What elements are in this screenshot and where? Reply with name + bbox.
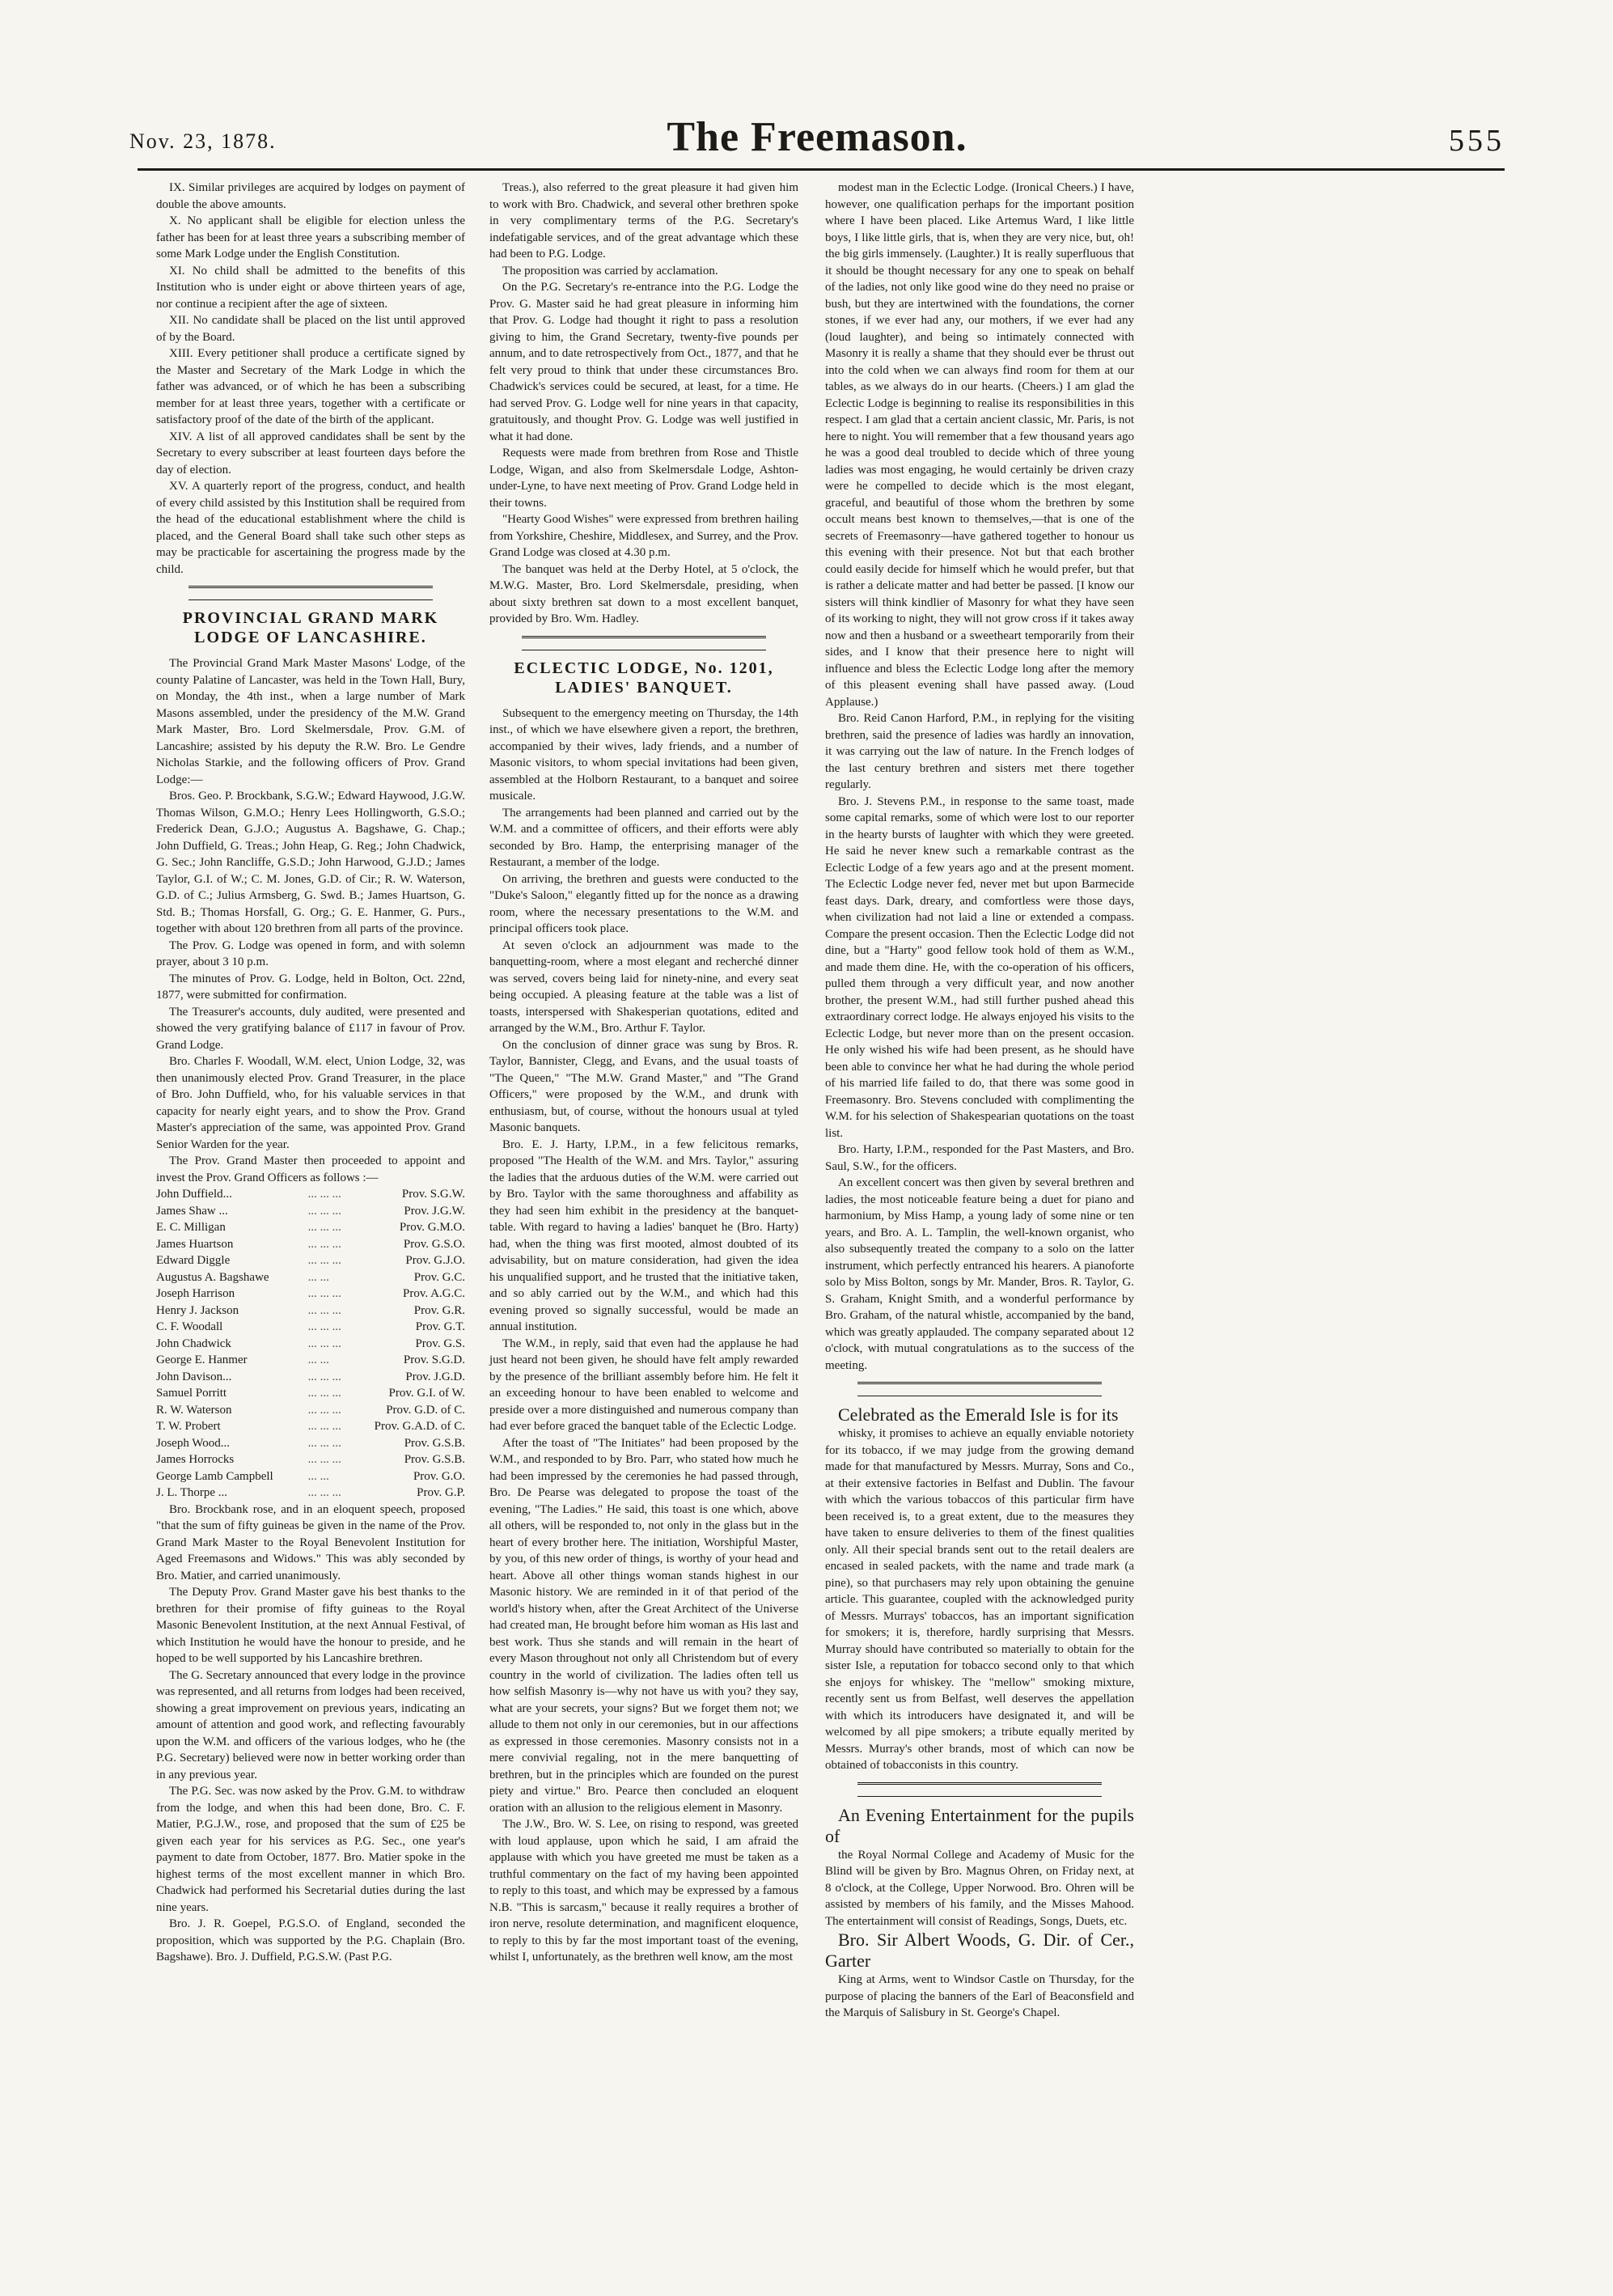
paragraph: The banquet was held at the Derby Hotel, at 5 o'clock, the M.W.G. Master, Bro. Lord Skelmersdale, presiding, when about sixty brethren sat down to a most excellent banquet, provided by Bro. Wm. Hadley. <box>489 562 798 625</box>
paragraph: Bro. Charles F. Woodall, W.M. elect, Union Lodge, 32, was then unanimously elected Prov. Grand Treasurer, in the place of Bro. John Duffield, who, for his valuable services in that capacity for nearly eight years, and to show the Prov. Grand Master's appreciation of the same, was appointed Prov. Grand Senior Warden for the year. <box>156 1055 465 1151</box>
paragraph: On the P.G. Secretary's re-entrance into the P.G. Lodge the Prov. G. Master said he had great pleasure in informing him that Prov. G. Lodge had thought it right to pass a resolution giving to him, the Grand Secretary, twenty-five pounds per annum, and to date retrospectively from Oct., 1877, and that he felt very proud to think that under these circumstances Bro. Chadwick's services could be secured, at least, for a time. He had served Prov. G. Lodge well for nine years in that capacity, gratuitously, and thought Prov. G. Lodge was well justified in what it had done. <box>489 281 798 443</box>
paragraph: The G. Secretary announced that every lodge in the province was represented, and all returns from lodges had been received, showing a great improvement on previous years, indicating an amount of attention and good work, and reflecting favourably upon the W.M. and officers of the various lodges, who he (the P.G. Secretary) believed were now in better working order than in any previous year. <box>156 1668 465 1781</box>
paragraph: The Provincial Grand Mark Master Masons' Lodge, of the county Palatine of Lancaster, was held in the Town Hall, Bury, on Monday, the 4th inst., when a large number of Mark Masons assembled, under the presidency of the M.W. Grand Mark Master, Bro. Lord Skelmersdale, Prov. G.M. of Lancashire; assisted by his deputy the R.W. Bro. Le Gendre Nicholas Starkie, and the following officers of Prov. Grand Lodge:— <box>156 657 465 786</box>
officer-leader: ... ... ... <box>307 1221 341 1234</box>
paragraph: After the toast of "The Initiates" had been proposed by the W.M., and responded to by Bro. Parr, who stated how much he had been impressed by the ceremonies he had passed through, Bro. De Pearse was delegated to propose the toast of the evening, "The Ladies." He said, this toast is one which, above all others, will be responded to, not only in the glass but in the heart of every brother here. The initiation, Worshipful Master, by you, of this new order of things, is worthy of your head and heart. Above all other things woman stands highest in our Masonic history. We are reminded in it of that period of the world's history when, after the Great Architect of the Universe had created man, He brought before him woman as His last and best work. Thus she stands and will remain in the heart of every Mason throughout not only all Christendom but of every country in the world of civilization. The ladies often tell us how selfish Masonry is—why not have us with you? they say, what are your secrets, your signs? But we forget them not; we allude to them not only in our ceremonies, but in our affections as expressed in those ceremonies. Masonry consists not in a mere convivial regaling, not in the mere banquetting of brethren, but in the principles which are founded on the purest piety and virtue." Bro. Pearce then concluded an eloquent oration with an allusion to the religious element in Masonry. <box>489 1436 798 1815</box>
paragraph: On arriving, the brethren and guests were conducted to the "Duke's Saloon," elegantly fitted up for the nonce as a drawing room, where the necessary presentations to the W.M. and principal officers took place. <box>489 872 798 935</box>
officer-name: John Duffield... <box>156 1188 232 1201</box>
officer-leader: ... ... ... <box>307 1320 341 1333</box>
officer-name: C. F. Woodall <box>156 1320 223 1333</box>
paragraph: XIV. A list of all approved candidates shall be sent by the Secretary to every subscriber at least fourteen days before the day of election. <box>156 430 465 477</box>
officer-row <box>156 1402 465 1419</box>
notice-heading: Bro. Sir Albert Woods, G. Dir. of Cer., Garter <box>825 1930 1134 1971</box>
officer-role: Prov. G.O. <box>413 1469 465 1483</box>
paragraph: The J.W., Bro. W. S. Lee, on rising to respond, was greeted with loud applause, upon which he said, I am afraid the applause with which you have greeted me must be taken as a truthful commentary on the fact of my having been appointed to reply to this toast, and which may be expressed by a famous N.B. "This is sarcasm," because it really requires a brother of iron nerve, resolute determination, and magnificent eloquence, to reply to this by far the most important toast of the evening, whilst I, unfortunately, as the brethren well know, am the most <box>489 1818 798 1963</box>
officer-name: E. C. Milligan <box>156 1221 226 1234</box>
officer-row <box>156 1236 465 1253</box>
officer-leader: ... ... ... <box>307 1387 341 1400</box>
officer-leader: ... ... ... <box>307 1453 341 1466</box>
newspaper-title: The Freemason. <box>667 114 967 160</box>
officer-leader: ... ... <box>307 1353 329 1366</box>
paragraph: Treas.), also referred to the great pleasure it had given him to work with Bro. Chadwick, and several other brethren spoke in very complimentary terms of the P.G. Secretary's indefatigable services, and of the great advantage which these had been to P.G. Lodge. <box>489 181 798 261</box>
officer-name: James Shaw ... <box>156 1204 228 1218</box>
officer-role: Prov. G.I. of W. <box>388 1387 465 1400</box>
officer-name: Augustus A. Bagshawe <box>156 1270 269 1284</box>
officer-role: Prov. G.T. <box>415 1320 465 1333</box>
paragraph: Bro. J. Stevens P.M., in response to the same toast, made some capital remarks, some of which were lost to our reporter in the hearty bursts of laughter with which they were greeted. He said he never knew such a remarkable contrast as the Eclectic Lodge of a few years ago and at the present moment. The Eclectic Lodge never fed, never met but upon Barmecide feast days. Dark, dreary, and comfortless were those days, when civilization had not laid a line or extended a compass. Compare the present occasion. Then the Eclectic Lodge did not dine, but a "Harty" good fellow took hold of them as W.M., and made them dine. He, with the co-operation of his officers, pulled them through a very difficult year, and now another brother, the present W.M., had still further pushed ahead this extraordinary correct lodge. He always enjoyed his visits to the Eclectic Lodge, but never more than on the present occasion. He only wished his wife had been present, as he should have been able to convince her what he had during the whole period of his married life failed to do, that there was some good in Freemasonry. Bro. Stevens concluded with complimenting the W.M. for his selection of Shakespearian quotations on the toast list. <box>825 794 1134 1140</box>
officer-row <box>156 1485 465 1502</box>
officer-row <box>156 1269 465 1286</box>
paragraph: XV. A quarterly report of the progress, conduct, and health of every child assisted by this Institution shall be required from the head of the educational establishment where the child is placed, and the General Board shall take such other steps as may be practicable for ascertaining the progress made by the child. <box>156 480 465 576</box>
officer-leader: ... ... ... <box>307 1420 341 1433</box>
officer-row <box>156 1385 465 1402</box>
officer-role: Prov. J.G.D. <box>405 1370 465 1383</box>
officer-row <box>156 1336 465 1353</box>
paragraph: The arrangements had been planned and carried out by the W.M. and a committee of officers, and their efforts were ably seconded by Bro. Hamp, the enterprising manager of the Restaurant, a member of the lodge. <box>489 806 798 869</box>
officer-role: Prov. G.S.B. <box>404 1453 465 1466</box>
officer-row <box>156 1203 465 1220</box>
section-divider <box>188 586 433 600</box>
officer-role: Prov. G.R. <box>413 1303 465 1317</box>
section-divider <box>857 1382 1102 1396</box>
paragraph: The P.G. Sec. was now asked by the Prov. G.M. to withdraw from the lodge, and when this had been done, Bro. C. F. Matier, P.G.J.W., rose, and proposed that the sum of £25 be given each year for his services as P.G. Sec., one year's payment to date from October, 1877. Bro. Matier spoke in the highest terms of the most excellent manner in which Bro. Chadwick had performed his Secretarial duties during the last nine years. <box>156 1785 465 1914</box>
officer-row <box>156 1303 465 1320</box>
paragraph: The minutes of Prov. G. Lodge, held in Bolton, Oct. 22nd, 1877, were submitted for confirmation. <box>156 972 465 1002</box>
paragraph: On the conclusion of dinner grace was sung by Bros. R. Taylor, Bannister, Clegg, and Evans, and the usual toasts of "The Queen," "The M.W. Grand Master," and "The Grand Officers," were proposed by the W.M., and drunk with enthusiasm, but, of course, without the honours usual at tyled Masonic banquets. <box>489 1038 798 1134</box>
officers-table <box>156 1186 465 1502</box>
officer-leader: ... ... ... <box>307 1337 341 1350</box>
officer-row <box>156 1468 465 1485</box>
officer-role: Prov. G.C. <box>413 1270 465 1284</box>
paragraph: The Prov. Grand Master then proceeded to appoint and invest the Prov. Grand Officers as follows :— <box>156 1154 465 1184</box>
officer-role: Prov. G.P. <box>417 1486 465 1499</box>
paragraph: Bro. Brockbank rose, and in an eloquent speech, proposed "that the sum of fifty guineas be given in the name of the Prov. Grand Mark Master to the Royal Benevolent Institution for Aged Freemasons and Widows." This was ably seconded by Bro. Matier, and carried unanimously. <box>156 1502 465 1582</box>
paragraph: Bros. Geo. P. Brockbank, S.G.W.; Edward Haywood, J.G.W. Thomas Wilson, G.M.O.; Henry Lees Hollingworth, G.S.O.; Frederick Dean, G.J.O.; Augustus A. Bagshawe, G. Chap.; John Duffield, G. Treas.; John Heap, G. Reg.; John Chadwick, G. Sec.; John Rancliffe, G.S.D.; John Harwood, G.J.D.; James Taylor, G.I. of W.; C. M. Jones, G.D. of Cir.; R. W. Waterson, G.D. of C.; Julius Armsberg, G. Swd. B.; James Huartson, G. Std. B.; Thomas Horsfall, G. Org.; G. E. Hanmer, G. Purs., together with about 120 brethren from all parts of the province. <box>156 790 465 935</box>
officer-role: Prov. G.S.O. <box>403 1237 465 1251</box>
paragraph: The W.M., in reply, said that even had the applause he had just heard not been given, he should have felt amply rewarded by the presence of the brilliant assembly before him. He felt it an exceeding honour to have been enabled to welcome and preside over a more distinguished and numerous company than had ever before graced the banquet table of the Eclectic Lodge. <box>489 1337 798 1433</box>
officer-row <box>156 1369 465 1386</box>
paragraph: The Treasurer's accounts, duly audited, were presented and showed the very gratifying balance of £117 in favour of Prov. Grand Lodge. <box>156 1005 465 1052</box>
officer-name: Samuel Porritt <box>156 1387 227 1400</box>
paragraph: XI. No child shall be admitted to the benefits of this Institution who is under eight or above thirteen years of age, nor continue a recipient after the age of sixteen. <box>156 264 465 311</box>
officer-role: Prov. G.S. <box>415 1337 465 1350</box>
officer-row <box>156 1286 465 1303</box>
officer-leader: ... ... ... <box>307 1486 341 1499</box>
paragraph: modest man in the Eclectic Lodge. (Ironical Cheers.) I have, however, one qualification perhaps for the important position where I have been placed. Like Artemus Ward, I like little boys, I like little girls, that is, when they are very nice, but, oh! the big girls immensely. (Laughter.) It is really superfluous that it should be thought necessary for any one to speak on behalf of the ladies, not only like good wine do they need no praise or bush, but they are intertwined with the foundations, the corner stones, if we ever had any, our mothers, if we ever had any (loud laughter), and being so intimately connected with Masonry it is really a shame that they should ever be thrust out into the cold when we can always find room for them at our tables, as we always do in our hearts. (Cheers.) I am glad the Eclectic Lodge is beginning to realise its responsibilities in this respect. I am glad that a certain ancient classic, Mr. Paris, is not here to night. You will remember that a few thousand years ago he was a good deal troubled to decide which of three young ladies was most engaging, he would certainly be driven crazy were he compelled to decide which is the most elegant, graceful, and beautiful of those whom the brethren by some occult means best known to themselves,—that is one of the secrets of Freemasonry—have gathered together to honour us this evening with their presence. Not but that each brother could easily decide for himself which he would prefer, but that is rather a delicate matter and had better be passed. [I know our sisters will think kindlier of Masonry for what they have seen of its working to night, they will not grow cross if it takes away now and then a husband or a sweetheart temporarily from their sides, and I know that their presence here to night will influence and bless the Eclectic Lodge long after the memory of this pleasent evening shall have passed away. (Loud Applause.) <box>825 181 1134 709</box>
officer-row <box>156 1252 465 1269</box>
paragraph: King at Arms, went to Windsor Castle on Thursday, for the purpose of placing the banners of the Earl of Beaconsfield and the Marquis of Salisbury in St. George's Chapel. <box>825 1973 1134 2019</box>
officer-leader: ... ... ... <box>307 1254 341 1267</box>
officer-role: Prov. G.S.B. <box>404 1436 465 1450</box>
paragraph: The Deputy Prov. Grand Master gave his best thanks to the brethren for their promise of fifty guineas to the Royal Masonic Benevolent Institution, at the next Annual Festival, of which Institution he would have the honour to preside, and he hoped to be well supported by his Lancashire brethren. <box>156 1586 465 1665</box>
officer-row <box>156 1186 465 1203</box>
officer-role: Prov. J.G.W. <box>404 1204 465 1218</box>
masthead <box>121 113 1513 162</box>
paragraph: whisky, it promises to achieve an equally enviable notoriety for its tobacco, if we may judge from the growing demand made for that manufactured by Messrs. Murray, Sons and Co., at their extensive factories in Belfast and Dublin. The favour with which the various tobaccos of this particular firm have been received is, to a great extent, due to the measures they have taken to ensure deliveries to them of the finest qualities only. All their special brands sent out to the retail dealers are encased in sealed packets, with the name and trade mark (a pine), so that purchasers may rely upon obtaining the genuine article. This guarantee, coupled with the acknowledged purity of Messrs. Murrays' tobaccos, has an important signification for smokers; it is, therefore, hardly surprising that Messrs. Murray should have contributed so materially to obtain for the sister Isle, a reputation for tobacco second only to that which she enjoys for whiskey. The "mellow" smoking mixture, recently sent us from Belfast, well deserves the appellation with which its introducers have designated it, and will be welcomed by all pipe smokers; a tribute equally merited by Messrs. Murray's other brands, most of which can now be obtained of tobacconists in this country. <box>825 1427 1134 1772</box>
paragraph: Bro. Reid Canon Harford, P.M., in replying for the visiting brethren, said the presence of ladies was hardly an innovation, it was carrying out the law of nature. In the French lodges of the last century brethren and sisters met there together regularly. <box>825 712 1134 791</box>
article-heading: ECLECTIC LODGE, No. 1201, LADIES' BANQUET. <box>514 659 774 697</box>
officer-leader: ... ... ... <box>307 1237 341 1251</box>
officer-leader: ... ... ... <box>307 1303 341 1317</box>
column-2 <box>489 180 798 1966</box>
paragraph: "Hearty Good Wishes" were expressed from brethren hailing from Yorkshire, Cheshire, Middlesex, and Surrey, and the Prov. Grand Lodge was closed at 4.30 p.m. <box>489 513 798 559</box>
paragraph: An excellent concert was then given by several brethren and ladies, the most noticeable feature being a duet for piano and harmonium, by Miss Hamp, a young lady of some nine or ten years, and Bro. A. L. Tamplin, the well-known organist, who also subsequently treated the company to a solo on the latter instrument, which perfectly entranced his hearers. A pianoforte solo by Miss Bolton, songs by Mr. Mander, Bros. R. Taylor, G. S. Graham, Knight Smith, and a wonderful performance by Bro. Graham, of the natural whistle, accompanied by the band, which was greatly applauded. The company separated about 12 o'clock, with mutual congratulations as to the success of the meeting. <box>825 1176 1134 1372</box>
paragraph: The Prov. G. Lodge was opened in form, and with solemn prayer, about 3 10 p.m. <box>156 938 465 968</box>
issue-date: Nov. 23, 1878. <box>129 129 277 153</box>
officer-name: John Davison... <box>156 1370 232 1383</box>
officer-row <box>156 1219 465 1236</box>
officer-role: Prov. G.D. of C. <box>386 1403 465 1417</box>
officer-leader: ... ... <box>307 1270 329 1284</box>
paragraph: XIII. Every petitioner shall produce a certificate signed by the Master and Secretary of the Mark Lodge in which the father was advanced, or of which he has been a subscribing member for at least three years, together with a certificate or satisfactory proof of the date of the birth of the applicant. <box>156 347 465 426</box>
paragraph: At seven o'clock an adjournment was made to the banquetting-room, where a most elegant and recherché dinner was served, covers being laid for ninety-nine, and every seat being occupied. A pleasing feature at the table was a list of toasts, interspersed with Shakesperian quotations, edited and arranged by the W.M., Bro. Arthur F. Taylor. <box>489 938 798 1035</box>
officer-name: Joseph Harrison <box>156 1287 235 1300</box>
paragraph: XII. No candidate shall be placed on the list until approved of by the Board. <box>156 314 465 344</box>
section-divider <box>857 1782 1102 1797</box>
officer-leader: ... ... ... <box>307 1436 341 1450</box>
page-number: 555 <box>1449 124 1505 158</box>
officer-role: Prov. S.G.D. <box>403 1353 465 1366</box>
officer-name: T. W. Probert <box>156 1420 221 1433</box>
officer-name: John Chadwick <box>156 1337 231 1350</box>
officer-leader: ... ... ... <box>307 1403 341 1417</box>
officer-role: Prov. A.G.C. <box>403 1287 465 1300</box>
officer-leader: ... ... ... <box>307 1370 341 1383</box>
officer-role: Prov. S.G.W. <box>401 1188 465 1201</box>
officer-leader: ... ... ... <box>307 1188 341 1201</box>
officer-leader: ... ... ... <box>307 1204 341 1218</box>
officer-name: George E. Hanmer <box>156 1353 248 1366</box>
notice-heading: An Evening Entertainment for the pupils of <box>825 1804 1134 1846</box>
paragraph: Subsequent to the emergency meeting on Thursday, the 14th inst., of which we have elsewhere given a report, the brethren, accompanied by their wives, lady friends, and a number of Masonic visitors, to whom special invitations had been given, assembled at the Holborn Restaurant, to a banquet and soiree musicale. <box>489 706 798 803</box>
paragraph: the Royal Normal College and Academy of Music for the Blind will be given by Bro. Magnus Ohren, on Friday next, at 8 o'clock, at the College, Upper Norwood. Bro. Ohren will be assisted by members of his family, and the Misses Mahood. The entertainment will consist of Readings, Songs, Duets, etc. <box>825 1848 1134 1928</box>
officer-role: Prov. G.M.O. <box>399 1221 465 1234</box>
officer-name: James Huartson <box>156 1237 234 1251</box>
officer-name: Joseph Wood... <box>156 1436 231 1450</box>
paragraph: The proposition was carried by acclamation. <box>502 264 718 277</box>
officer-row <box>156 1352 465 1369</box>
section-divider <box>522 636 766 650</box>
officer-role: Prov. G.J.O. <box>405 1254 465 1267</box>
notice-heading: Celebrated as the Emerald Isle is for its <box>838 1404 1119 1425</box>
officer-name: George Lamb Campbell <box>156 1469 273 1483</box>
paragraph: IX. Similar privileges are acquired by lodges on payment of double the above amounts. <box>156 181 465 211</box>
officer-name: James Horrocks <box>156 1453 235 1466</box>
article-heading: PROVINCIAL GRAND MARK LODGE OF LANCASHIRE. <box>182 609 439 646</box>
officer-name: J. L. Thorpe ... <box>156 1486 228 1499</box>
officer-name: Henry J. Jackson <box>156 1303 239 1317</box>
column-3 <box>825 180 1134 2022</box>
officer-row <box>156 1451 465 1468</box>
officer-row <box>156 1319 465 1336</box>
officer-row <box>156 1435 465 1452</box>
paragraph: X. No applicant shall be eligible for election unless the father has been for at least three years a subscribing member of some Mark Lodge under the English Constitution. <box>156 214 465 261</box>
officer-name: Edward Diggle <box>156 1254 231 1267</box>
officer-role: Prov. G.A.D. of C. <box>374 1420 465 1433</box>
officer-name: R. W. Waterson <box>156 1403 232 1417</box>
paragraph: Requests were made from brethren from Rose and Thistle Lodge, Wigan, and also from Skelmersdale Lodge, Ashton-under-Lyne, to have next meeting of Prov. Grand Lodge held in their towns. <box>489 447 798 510</box>
officer-leader: ... ... <box>307 1469 329 1483</box>
column-1 <box>156 180 465 1966</box>
paragraph: Bro. Harty, I.P.M., responded for the Past Masters, and Bro. Saul, S.W., for the officers. <box>825 1143 1134 1173</box>
paragraph: Bro. J. R. Goepel, P.G.S.O. of England, seconded the proposition, which was supported by the P.G. Chaplain (Bro. Bagshawe). Bro. J. Duffield, P.G.S.W. (Past P.G. <box>156 1917 465 1963</box>
officer-leader: ... ... ... <box>307 1287 341 1300</box>
officer-row <box>156 1418 465 1435</box>
masthead-rule <box>138 168 1505 171</box>
paragraph: Bro. E. J. Harty, I.P.M., in a few felicitous remarks, proposed "The Health of the W.M. and Mrs. Taylor," assuring the ladies that the arduous duties of the W.M. were carried out by Bro. Taylor with the same thoroughness and affability as they had seen him exhibit in the presidency at the banquet-table. With regard to having a ladies' banquet he (Bro. Harty) had, when the thing was first mooted, almost doubted of its advisability, but on mature consideration, had given the idea his unqualified support, and he trusted that the initiative taken, and so ably carried out by the W.M., and which had this evening proved so signally successful, would be made an annual institution. <box>489 1137 798 1333</box>
